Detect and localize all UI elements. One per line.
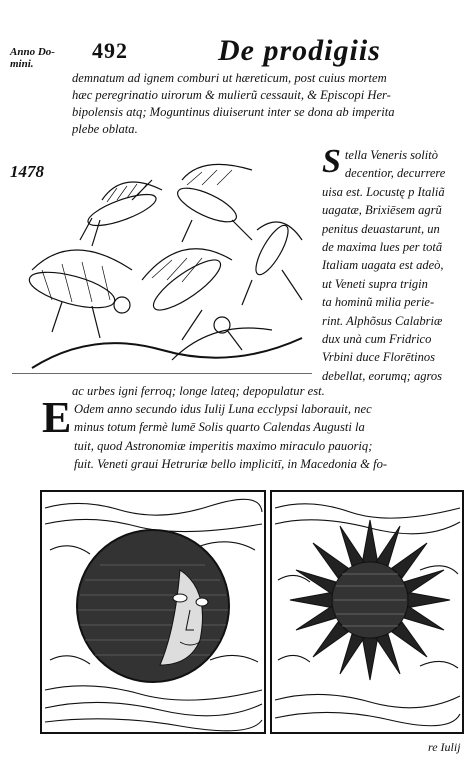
paragraph-3-line: Odem anno secundo idus Iulij Luna ecclypsi laborauit, nec — [74, 402, 372, 416]
running-title: De prodigiis — [218, 34, 381, 67]
paragraph-1-line: hæc peregrinatio uirorum & mulierũ cessauit, & Episcopi Her- — [72, 88, 391, 102]
right-column-line: uagatæ, Brixiēsem agrũ — [322, 203, 442, 218]
right-column-line: rint. Alphõsus Calabriæ — [322, 313, 443, 328]
paragraph-3-line: fuit. Veneti graui Hetruriæ bello implicitī, in Macedonia & fo- — [74, 456, 388, 471]
right-column-text — [322, 143, 464, 385]
paragraph-1-line: demnatum ad ignem comburi ut hæreticum, post cuius mortem — [72, 71, 387, 85]
paragraph-3 — [42, 393, 464, 473]
dropcap-s: S — [322, 143, 341, 180]
paragraph-1-line: plebe oblata. — [72, 122, 138, 136]
moon-face-woodcut-image — [40, 490, 266, 734]
paragraph-2 — [72, 382, 464, 400]
right-column-line: decentior, decurrere — [344, 166, 446, 181]
locusts-woodcut-image — [12, 150, 312, 374]
right-column-line: ta hominũ milia perie- — [322, 295, 435, 310]
paragraph-3-line: tuit, quod Astronomiæ imperitis maximo miraculo pauoriq; — [74, 438, 373, 453]
paragraph-2-line: ac urbes igni ferroq; longe lateq; depopulatur est. — [72, 384, 325, 398]
dropcap-e: E — [42, 393, 72, 442]
right-column-line: de maxima lues per totã — [322, 240, 443, 255]
paragraph-3-line: minus totum fermè lumē Solis quarto Calendas Augusti la — [74, 420, 365, 435]
right-column-line: tella Veneris solitò — [344, 148, 438, 162]
paragraph-1-line: bipolensis atq; Moguntinus diuiserunt inter se dona ab imperita — [72, 105, 395, 119]
right-column-line: dux unà cum Fridrico — [322, 332, 432, 347]
margin-year-label: Anno Do- mini. — [10, 46, 55, 70]
right-column-line: Vrbini duce Florētinos — [322, 350, 435, 365]
right-column-line: debellat, eorumq; agros — [322, 368, 443, 383]
right-column-line: penitus deuastarunt, un — [322, 221, 440, 236]
page-number: 492 — [92, 38, 128, 63]
paragraph-1 — [72, 70, 462, 138]
right-column-line: ut Veneti supra trigin — [322, 276, 428, 291]
sun-woodcut-image — [270, 490, 464, 734]
right-column-line: uisa est. Locustę p Italiã — [322, 184, 445, 199]
catchword: re Iulij — [428, 740, 461, 754]
right-column-line: Italiam uagata est adeò, — [322, 258, 444, 273]
margin-year-1478: 1478 — [10, 162, 44, 181]
